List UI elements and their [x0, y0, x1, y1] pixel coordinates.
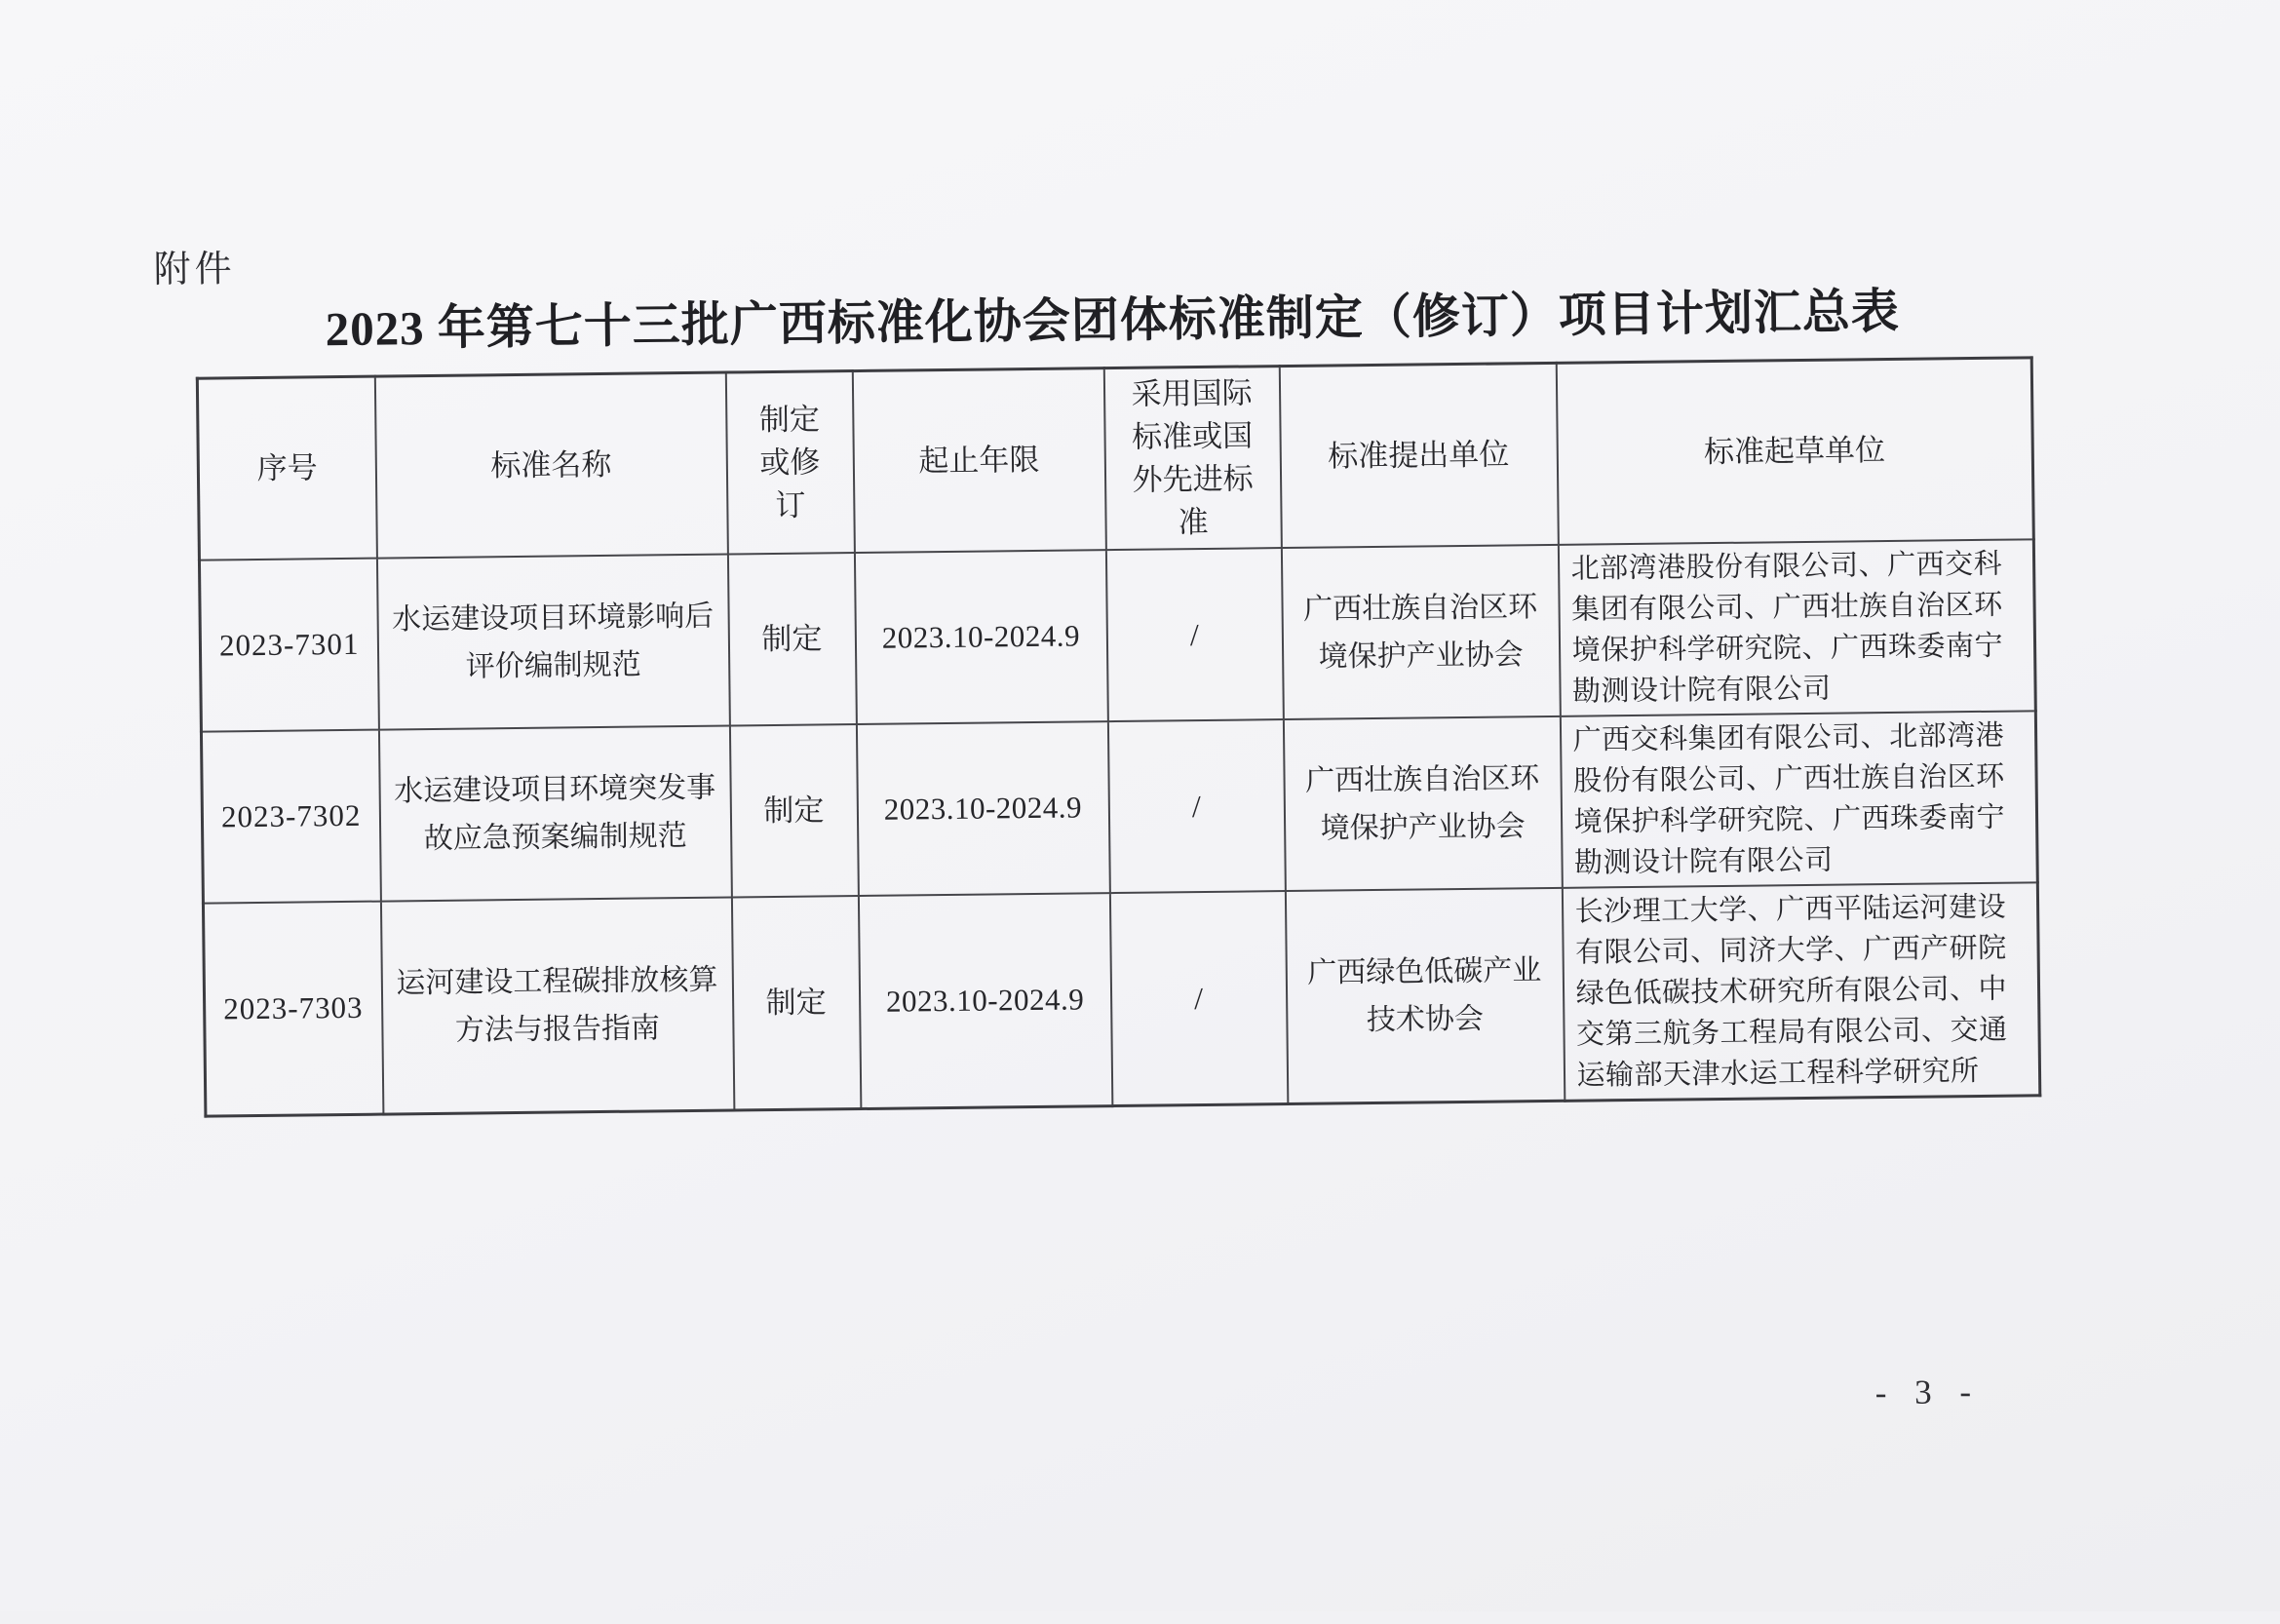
cell-drafters: 北部湾港股份有限公司、广西交科集团有限公司、广西壮族自治区环境保护科学研究院、广西珠委南宁勘测设计院有限公司 [1558, 539, 2035, 716]
attachment-label: 附件 [153, 238, 236, 292]
table-row [203, 882, 2039, 1116]
header-intl-standard [1103, 367, 1281, 551]
cell-intl-standard: / [1109, 891, 1287, 1106]
standards-table [196, 356, 2042, 1117]
cell-proposer-text: 广西壮族自治区环境保护产业协会 [1297, 583, 1544, 681]
cell-seq: 2023-7303 [203, 902, 382, 1117]
document-title: 2023 年第七十三批广西标准化协会团体标准制定（修订）项目计划汇总表 [195, 272, 2030, 361]
cell-type: 制定 [729, 724, 858, 897]
table-header-row [197, 358, 2033, 561]
table-row [199, 539, 2035, 731]
cell-proposer-text: 广西绿色低碳产业技术协会 [1301, 947, 1548, 1045]
cell-seq: 2023-7301 [199, 559, 378, 732]
cell-type: 制定 [727, 553, 856, 725]
cell-standard-name: 水运建设项目环境突发事故应急预案编制规范 [378, 726, 731, 902]
cell-seq: 2023-7302 [201, 730, 380, 904]
cell-proposer [1283, 716, 1562, 891]
cell-proposer [1281, 545, 1560, 719]
cell-intl-standard: / [1107, 719, 1285, 893]
header-proposer: 标准提出单位 [1279, 363, 1558, 548]
cell-intl-standard: / [1105, 548, 1283, 721]
cell-period: 2023.10-2024.9 [854, 550, 1107, 724]
header-seq: 序号 [197, 376, 376, 561]
cell-proposer [1285, 888, 1564, 1104]
header-type-label: 制定或修订 [754, 398, 826, 527]
page-number: - 3 - [1875, 1373, 1982, 1412]
header-standard-name: 标准名称 [374, 372, 727, 559]
header-type [725, 371, 854, 555]
cell-standard-name: 运河建设工程碳排放核算方法与报告指南 [380, 897, 733, 1114]
cell-period: 2023.10-2024.9 [856, 721, 1109, 896]
cell-period: 2023.10-2024.9 [858, 893, 1111, 1108]
cell-type: 制定 [731, 896, 860, 1110]
cell-drafters: 广西交科集团有限公司、北部湾港股份有限公司、广西壮族自治区环境保护科学研究院、广西珠委南宁勘测设计院有限公司 [1560, 711, 2037, 888]
cell-proposer-text: 广西壮族自治区环境保护产业协会 [1299, 754, 1546, 853]
cell-standard-name: 水运建设项目环境影响后评价编制规范 [376, 555, 729, 730]
cell-drafters: 长沙理工大学、广西平陆运河建设有限公司、同济大学、广西产研院绿色低碳技术研究所有限公司、中交第三航务工程局有限公司、交通运输部天津水运工程科学研究所 [1562, 882, 2039, 1101]
header-intl-standard-label: 采用国际标准或国外先进标准 [1126, 371, 1259, 545]
header-drafters: 标准起草单位 [1556, 358, 2033, 545]
table-row [201, 711, 2037, 903]
header-period: 起止年限 [852, 368, 1105, 553]
